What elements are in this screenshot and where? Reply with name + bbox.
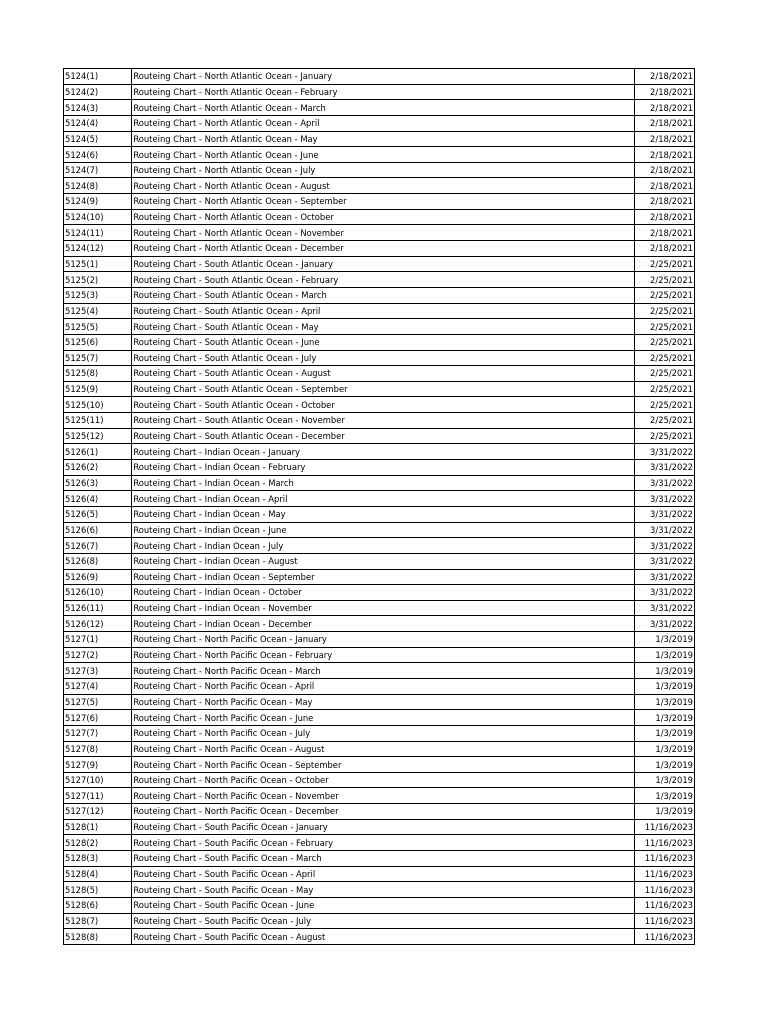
table-row <box>64 319 695 335</box>
edition-date-cell: 2/25/2021 <box>634 366 694 382</box>
chart-title-cell: Routeing Chart - South Pacific Ocean - July <box>132 913 634 929</box>
chart-number-cell: 5124(12) <box>64 241 132 257</box>
table-row <box>64 381 695 397</box>
chart-title-cell: Routeing Chart - North Atlantic Ocean - August <box>132 178 634 194</box>
chart-number-cell: 5126(11) <box>64 600 132 616</box>
chart-number-cell: 5128(7) <box>64 913 132 929</box>
chart-number-cell: 5125(4) <box>64 303 132 319</box>
chart-number-cell: 5127(12) <box>64 804 132 820</box>
chart-number-cell: 5127(7) <box>64 725 132 741</box>
chart-number-cell: 5128(6) <box>64 897 132 913</box>
edition-date-cell: 3/31/2022 <box>634 553 694 569</box>
edition-date-cell: 2/18/2021 <box>634 69 694 85</box>
chart-title-cell: Routeing Chart - North Atlantic Ocean - May <box>132 131 634 147</box>
table-row <box>64 131 695 147</box>
edition-date-cell: 2/18/2021 <box>634 241 694 257</box>
chart-title-cell: Routeing Chart - North Pacific Ocean - October <box>132 772 634 788</box>
edition-date-cell: 11/16/2023 <box>634 866 694 882</box>
chart-title-cell: Routeing Chart - North Pacific Ocean - January <box>132 632 634 648</box>
chart-number-cell: 5127(4) <box>64 678 132 694</box>
table-row <box>64 69 695 85</box>
edition-date-cell: 2/25/2021 <box>634 413 694 429</box>
edition-date-cell: 2/25/2021 <box>634 350 694 366</box>
table-row <box>64 241 695 257</box>
table-row <box>64 569 695 585</box>
chart-number-cell: 5127(11) <box>64 788 132 804</box>
chart-title-cell: Routeing Chart - North Atlantic Ocean - December <box>132 241 634 257</box>
table-row <box>64 178 695 194</box>
edition-date-cell: 3/31/2022 <box>634 475 694 491</box>
edition-date-cell: 2/25/2021 <box>634 319 694 335</box>
chart-title-cell: Routeing Chart - North Pacific Ocean - February <box>132 647 634 663</box>
table-row <box>64 100 695 116</box>
edition-date-cell: 3/31/2022 <box>634 522 694 538</box>
table-row <box>64 647 695 663</box>
chart-title-cell: Routeing Chart - North Pacific Ocean - September <box>132 757 634 773</box>
edition-date-cell: 2/18/2021 <box>634 209 694 225</box>
table-row <box>64 84 695 100</box>
table-row <box>64 162 695 178</box>
chart-number-cell: 5128(2) <box>64 835 132 851</box>
table-row <box>64 694 695 710</box>
table-row <box>64 147 695 163</box>
edition-date-cell: 2/25/2021 <box>634 428 694 444</box>
table-row <box>64 538 695 554</box>
chart-number-cell: 5125(8) <box>64 366 132 382</box>
chart-title-cell: Routeing Chart - South Pacific Ocean - March <box>132 851 634 867</box>
chart-number-cell: 5125(9) <box>64 381 132 397</box>
chart-title-cell: Routeing Chart - Indian Ocean - December <box>132 616 634 632</box>
table-row <box>64 772 695 788</box>
chart-title-cell: Routeing Chart - Indian Ocean - April <box>132 491 634 507</box>
chart-catalogue-table <box>63 68 695 945</box>
chart-number-cell: 5124(7) <box>64 162 132 178</box>
table-row <box>64 819 695 835</box>
chart-title-cell: Routeing Chart - South Pacific Ocean - February <box>132 835 634 851</box>
chart-number-cell: 5127(6) <box>64 710 132 726</box>
chart-title-cell: Routeing Chart - South Pacific Ocean - January <box>132 819 634 835</box>
table-row <box>64 397 695 413</box>
edition-date-cell: 3/31/2022 <box>634 506 694 522</box>
chart-title-cell: Routeing Chart - Indian Ocean - January <box>132 444 634 460</box>
chart-title-cell: Routeing Chart - South Atlantic Ocean - November <box>132 413 634 429</box>
edition-date-cell: 2/18/2021 <box>634 131 694 147</box>
chart-title-cell: Routeing Chart - North Pacific Ocean - June <box>132 710 634 726</box>
table-row <box>64 757 695 773</box>
chart-title-cell: Routeing Chart - South Pacific Ocean - August <box>132 929 634 945</box>
table-row <box>64 256 695 272</box>
table-row <box>64 303 695 319</box>
table-row <box>64 741 695 757</box>
chart-number-cell: 5124(10) <box>64 209 132 225</box>
chart-number-cell: 5125(10) <box>64 397 132 413</box>
edition-date-cell: 2/25/2021 <box>634 303 694 319</box>
edition-date-cell: 2/25/2021 <box>634 256 694 272</box>
chart-number-cell: 5125(7) <box>64 350 132 366</box>
chart-title-cell: Routeing Chart - Indian Ocean - February <box>132 460 634 476</box>
chart-number-cell: 5125(2) <box>64 272 132 288</box>
chart-number-cell: 5126(7) <box>64 538 132 554</box>
chart-title-cell: Routeing Chart - South Atlantic Ocean - September <box>132 381 634 397</box>
edition-date-cell: 2/18/2021 <box>634 178 694 194</box>
chart-title-cell: Routeing Chart - South Pacific Ocean - May <box>132 882 634 898</box>
chart-number-cell: 5125(3) <box>64 287 132 303</box>
edition-date-cell: 1/3/2019 <box>634 725 694 741</box>
edition-date-cell: 1/3/2019 <box>634 663 694 679</box>
edition-date-cell: 3/31/2022 <box>634 538 694 554</box>
chart-number-cell: 5124(1) <box>64 69 132 85</box>
chart-number-cell: 5124(3) <box>64 100 132 116</box>
chart-title-cell: Routeing Chart - North Atlantic Ocean - July <box>132 162 634 178</box>
edition-date-cell: 11/16/2023 <box>634 929 694 945</box>
chart-title-cell: Routeing Chart - North Pacific Ocean - July <box>132 725 634 741</box>
chart-number-cell: 5124(2) <box>64 84 132 100</box>
table-row <box>64 428 695 444</box>
chart-number-cell: 5126(4) <box>64 491 132 507</box>
chart-title-cell: Routeing Chart - North Pacific Ocean - November <box>132 788 634 804</box>
chart-title-cell: Routeing Chart - South Atlantic Ocean - June <box>132 334 634 350</box>
edition-date-cell: 2/25/2021 <box>634 272 694 288</box>
chart-number-cell: 5124(6) <box>64 147 132 163</box>
edition-date-cell: 11/16/2023 <box>634 913 694 929</box>
chart-title-cell: Routeing Chart - South Atlantic Ocean - May <box>132 319 634 335</box>
edition-date-cell: 11/16/2023 <box>634 851 694 867</box>
edition-date-cell: 11/16/2023 <box>634 897 694 913</box>
chart-number-cell: 5128(8) <box>64 929 132 945</box>
chart-number-cell: 5125(11) <box>64 413 132 429</box>
chart-number-cell: 5124(11) <box>64 225 132 241</box>
chart-number-cell: 5127(10) <box>64 772 132 788</box>
edition-date-cell: 3/31/2022 <box>634 616 694 632</box>
chart-title-cell: Routeing Chart - South Pacific Ocean - June <box>132 897 634 913</box>
table-row <box>64 194 695 210</box>
edition-date-cell: 2/18/2021 <box>634 147 694 163</box>
table-row <box>64 506 695 522</box>
edition-date-cell: 2/18/2021 <box>634 84 694 100</box>
table-row <box>64 710 695 726</box>
chart-number-cell: 5125(6) <box>64 334 132 350</box>
chart-title-cell: Routeing Chart - North Pacific Ocean - August <box>132 741 634 757</box>
table-row <box>64 115 695 131</box>
edition-date-cell: 11/16/2023 <box>634 819 694 835</box>
chart-number-cell: 5124(9) <box>64 194 132 210</box>
edition-date-cell: 11/16/2023 <box>634 835 694 851</box>
edition-date-cell: 1/3/2019 <box>634 741 694 757</box>
table-row <box>64 678 695 694</box>
chart-title-cell: Routeing Chart - North Pacific Ocean - March <box>132 663 634 679</box>
chart-number-cell: 5126(8) <box>64 553 132 569</box>
chart-title-cell: Routeing Chart - South Atlantic Ocean - March <box>132 287 634 303</box>
table-row <box>64 350 695 366</box>
chart-title-cell: Routeing Chart - South Pacific Ocean - April <box>132 866 634 882</box>
edition-date-cell: 3/31/2022 <box>634 600 694 616</box>
table-row <box>64 866 695 882</box>
chart-title-cell: Routeing Chart - South Atlantic Ocean - July <box>132 350 634 366</box>
edition-date-cell: 2/18/2021 <box>634 115 694 131</box>
edition-date-cell: 2/18/2021 <box>634 194 694 210</box>
chart-title-cell: Routeing Chart - South Atlantic Ocean - February <box>132 272 634 288</box>
edition-date-cell: 3/31/2022 <box>634 444 694 460</box>
edition-date-cell: 1/3/2019 <box>634 694 694 710</box>
chart-title-cell: Routeing Chart - North Atlantic Ocean - June <box>132 147 634 163</box>
edition-date-cell: 3/31/2022 <box>634 585 694 601</box>
table-row <box>64 663 695 679</box>
edition-date-cell: 1/3/2019 <box>634 772 694 788</box>
chart-number-cell: 5124(5) <box>64 131 132 147</box>
chart-number-cell: 5127(5) <box>64 694 132 710</box>
table-row <box>64 788 695 804</box>
chart-title-cell: Routeing Chart - North Pacific Ocean - May <box>132 694 634 710</box>
table-row <box>64 366 695 382</box>
chart-title-cell: Routeing Chart - Indian Ocean - August <box>132 553 634 569</box>
chart-number-cell: 5126(3) <box>64 475 132 491</box>
chart-title-cell: Routeing Chart - North Pacific Ocean - April <box>132 678 634 694</box>
chart-number-cell: 5126(6) <box>64 522 132 538</box>
chart-title-cell: Routeing Chart - Indian Ocean - July <box>132 538 634 554</box>
table-row <box>64 913 695 929</box>
chart-number-cell: 5125(12) <box>64 428 132 444</box>
edition-date-cell: 1/3/2019 <box>634 678 694 694</box>
chart-number-cell: 5126(10) <box>64 585 132 601</box>
chart-number-cell: 5126(12) <box>64 616 132 632</box>
chart-title-cell: Routeing Chart - North Atlantic Ocean - February <box>132 84 634 100</box>
chart-number-cell: 5127(1) <box>64 632 132 648</box>
table-row <box>64 600 695 616</box>
edition-date-cell: 1/3/2019 <box>634 710 694 726</box>
edition-date-cell: 3/31/2022 <box>634 491 694 507</box>
table-row <box>64 225 695 241</box>
table-body <box>64 69 695 945</box>
chart-title-cell: Routeing Chart - Indian Ocean - November <box>132 600 634 616</box>
edition-date-cell: 3/31/2022 <box>634 569 694 585</box>
table-row <box>64 334 695 350</box>
edition-date-cell: 1/3/2019 <box>634 647 694 663</box>
table-row <box>64 475 695 491</box>
chart-title-cell: Routeing Chart - North Atlantic Ocean - October <box>132 209 634 225</box>
chart-number-cell: 5127(8) <box>64 741 132 757</box>
edition-date-cell: 3/31/2022 <box>634 460 694 476</box>
chart-number-cell: 5126(2) <box>64 460 132 476</box>
table-row <box>64 851 695 867</box>
chart-title-cell: Routeing Chart - North Atlantic Ocean - September <box>132 194 634 210</box>
table-row <box>64 444 695 460</box>
table-row <box>64 725 695 741</box>
chart-number-cell: 5125(1) <box>64 256 132 272</box>
edition-date-cell: 2/18/2021 <box>634 162 694 178</box>
chart-title-cell: Routeing Chart - North Atlantic Ocean - January <box>132 69 634 85</box>
table-row <box>64 287 695 303</box>
edition-date-cell: 2/18/2021 <box>634 100 694 116</box>
edition-date-cell: 2/18/2021 <box>634 225 694 241</box>
table-row <box>64 929 695 945</box>
chart-title-cell: Routeing Chart - South Atlantic Ocean - August <box>132 366 634 382</box>
table-row <box>64 804 695 820</box>
edition-date-cell: 2/25/2021 <box>634 334 694 350</box>
table-row <box>64 835 695 851</box>
chart-number-cell: 5124(8) <box>64 178 132 194</box>
chart-number-cell: 5124(4) <box>64 115 132 131</box>
table-row <box>64 413 695 429</box>
edition-date-cell: 2/25/2021 <box>634 287 694 303</box>
chart-title-cell: Routeing Chart - South Atlantic Ocean - December <box>132 428 634 444</box>
chart-title-cell: Routeing Chart - North Atlantic Ocean - March <box>132 100 634 116</box>
chart-title-cell: Routeing Chart - Indian Ocean - March <box>132 475 634 491</box>
chart-title-cell: Routeing Chart - South Atlantic Ocean - October <box>132 397 634 413</box>
chart-title-cell: Routeing Chart - South Atlantic Ocean - January <box>132 256 634 272</box>
table-row <box>64 882 695 898</box>
chart-number-cell: 5128(5) <box>64 882 132 898</box>
table-row <box>64 616 695 632</box>
edition-date-cell: 2/25/2021 <box>634 381 694 397</box>
chart-number-cell: 5128(4) <box>64 866 132 882</box>
table-row <box>64 553 695 569</box>
table-row <box>64 632 695 648</box>
chart-title-cell: Routeing Chart - Indian Ocean - May <box>132 506 634 522</box>
chart-number-cell: 5127(3) <box>64 663 132 679</box>
chart-number-cell: 5128(3) <box>64 851 132 867</box>
chart-title-cell: Routeing Chart - Indian Ocean - October <box>132 585 634 601</box>
edition-date-cell: 11/16/2023 <box>634 882 694 898</box>
chart-title-cell: Routeing Chart - North Pacific Ocean - December <box>132 804 634 820</box>
table-row <box>64 491 695 507</box>
table-row <box>64 897 695 913</box>
chart-title-cell: Routeing Chart - Indian Ocean - June <box>132 522 634 538</box>
chart-number-cell: 5126(5) <box>64 506 132 522</box>
chart-number-cell: 5125(5) <box>64 319 132 335</box>
table-row <box>64 522 695 538</box>
table-row <box>64 585 695 601</box>
chart-number-cell: 5127(2) <box>64 647 132 663</box>
edition-date-cell: 1/3/2019 <box>634 757 694 773</box>
edition-date-cell: 2/25/2021 <box>634 397 694 413</box>
chart-number-cell: 5127(9) <box>64 757 132 773</box>
table-row <box>64 209 695 225</box>
chart-title-cell: Routeing Chart - North Atlantic Ocean - April <box>132 115 634 131</box>
chart-title-cell: Routeing Chart - South Atlantic Ocean - April <box>132 303 634 319</box>
chart-number-cell: 5128(1) <box>64 819 132 835</box>
table-row <box>64 272 695 288</box>
chart-number-cell: 5126(9) <box>64 569 132 585</box>
chart-title-cell: Routeing Chart - North Atlantic Ocean - November <box>132 225 634 241</box>
edition-date-cell: 1/3/2019 <box>634 788 694 804</box>
chart-title-cell: Routeing Chart - Indian Ocean - September <box>132 569 634 585</box>
table-row <box>64 460 695 476</box>
edition-date-cell: 1/3/2019 <box>634 804 694 820</box>
chart-number-cell: 5126(1) <box>64 444 132 460</box>
edition-date-cell: 1/3/2019 <box>634 632 694 648</box>
